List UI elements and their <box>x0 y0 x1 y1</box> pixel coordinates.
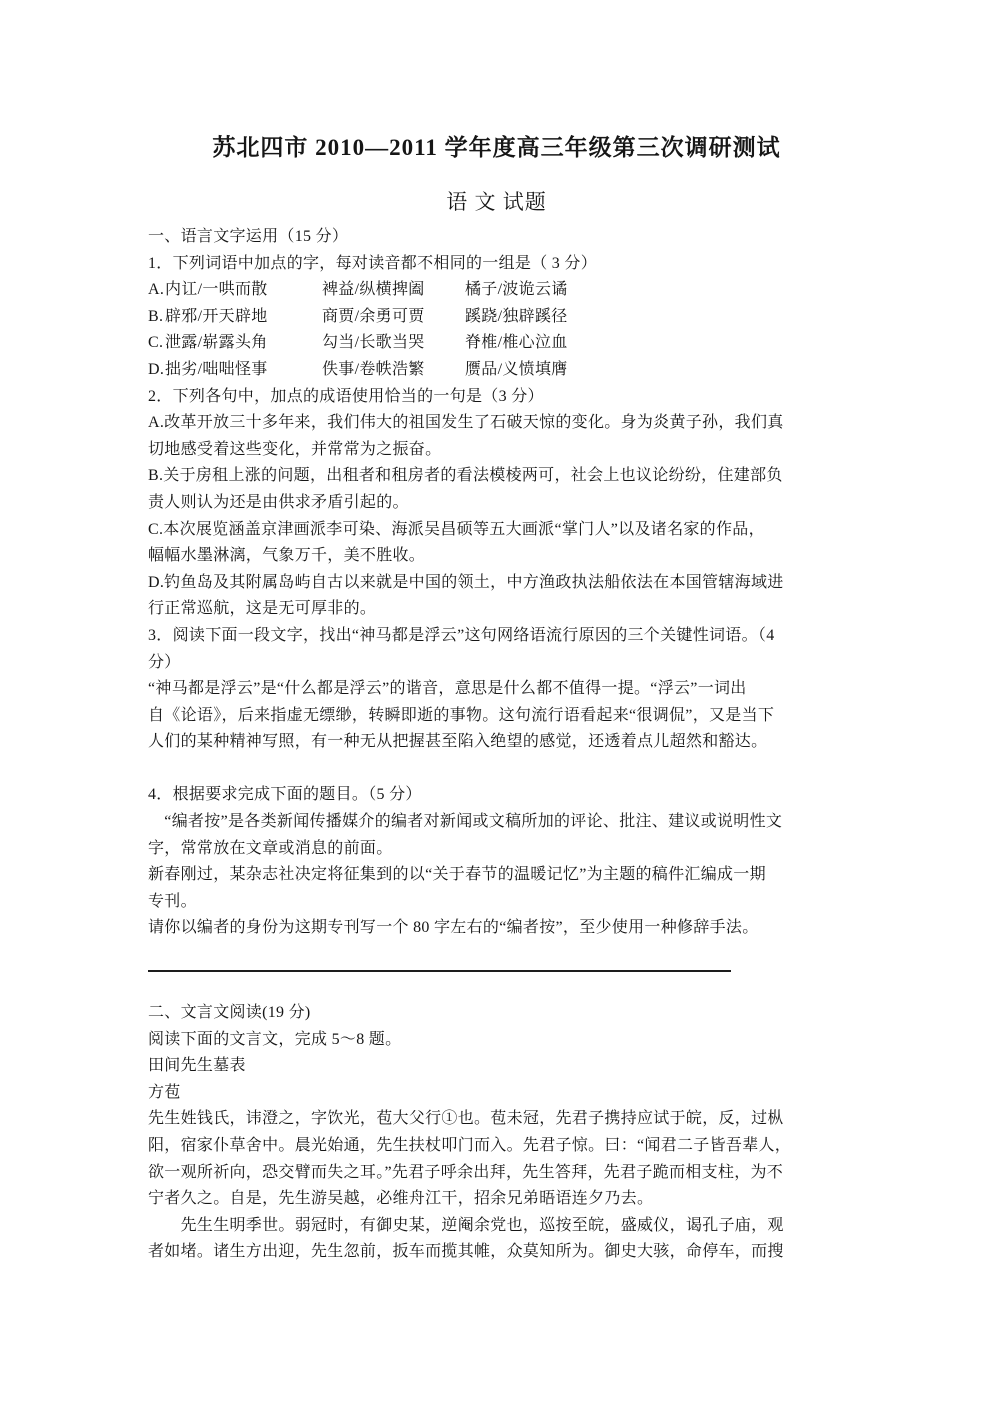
section2-intro: 阅读下面的文言文，完成 5～8 题。 <box>148 1030 402 1048</box>
q1-option-b <box>148 304 862 331</box>
q2-text-line: 责人则认为还是由供求矛盾引起的。 <box>148 493 409 511</box>
q2-stem: 2．下列各句中，加点的成语使用恰当的一句是（3 分） <box>148 387 544 405</box>
essay-author: 方苞 <box>148 1083 181 1101</box>
essay-para2-line: 先生生明季世。弱冠时，有御史某，逆阉余党也，巡按至皖，盛威仪，谒孔子庙，观 <box>148 1216 784 1234</box>
q3-stem-line: 3．阅读下面一段文字，找出“神马都是浮云”这句网络语流行原因的三个关键性词语。（4 <box>148 626 775 644</box>
q4-text-line: 字，常常放在文章或消息的前面。 <box>148 839 393 857</box>
option-pair: 脊椎/椎心泣血 <box>465 334 568 352</box>
q3-passage-line: 人们的某种精神写照，有一种无从把握甚至陷入绝望的感觉，还透着点儿超然和豁达。 <box>148 733 768 751</box>
option-label: B. <box>148 307 164 325</box>
q1-option-c <box>148 330 862 357</box>
q1-stem: 1．下列词语中加点的字，每对读音都不相同的一组是（ 3 分） <box>148 254 598 272</box>
option-pair: 辟邪/开天辟地 <box>165 307 268 325</box>
option-pair: 佚事/卷帙浩繁 <box>322 360 425 378</box>
q1-option-a <box>148 277 862 304</box>
essay-para2-line: 者如堵。诸生方出迎，先生忽前，扳车而揽其帷，众莫知所为。御史大骇，命停车，而搜 <box>148 1243 784 1261</box>
q4-text-line: 专刊。 <box>148 892 197 910</box>
essay-title: 田间先生墓表 <box>148 1057 246 1075</box>
essay-para1-line: 欲一观所祈向，恐交臂而失之耳。”先君子呼余出拜，先生答拜，先君子跪而相支柱，为不 <box>148 1163 784 1181</box>
q4-text-line: 新春刚过，某杂志社决定将征集到的以“关于春节的温暖记忆”为主题的稿件汇编成一期 <box>148 866 766 884</box>
essay-para1-line: 阳，宿家仆草舍中。晨光始通，先生扶杖叩门而入。先君子惊。曰：“闻君二子皆吾辈人， <box>148 1137 792 1154</box>
blank-line <box>148 756 862 783</box>
q3-passage-line: “神马都是浮云”是“什么都是浮云”的谐音，意思是什么都不值得一提。“浮云”一词出 <box>148 680 747 698</box>
q4-text-line: 请你以编者的身份为这期专刊写一个 80 字左右的“编者按”，至少使用一种修辞手法。 <box>148 919 759 937</box>
q2-text-line: 切地感受着这些变化，并常常为之振奋。 <box>148 440 442 458</box>
essay-para1-line: 宁者久之。自是，先生游吴越，必维舟江干，招余兄弟晤语连夕乃去。 <box>148 1190 654 1208</box>
option-pair: 裨益/纵横捭阖 <box>322 281 425 299</box>
option-pair: 拙劣/咄咄怪事 <box>165 360 268 378</box>
option-label: A. <box>148 281 165 299</box>
doc-body <box>148 224 862 1266</box>
option-pair: 赝品/义愤填膺 <box>465 360 568 378</box>
option-pair: 商贾/余勇可贾 <box>322 307 425 325</box>
q4-stem: 4．根据要求完成下面的题目。（5 分） <box>148 786 422 804</box>
q2-text-line: 行正常巡航，这是无可厚非的。 <box>148 600 377 618</box>
q3-passage-line: 自《论语》，后来指虚无缥缈，转瞬即逝的事物。这句流行语看起来“很调侃”，又是当下 <box>148 706 775 724</box>
option-pair: 蹊跷/独辟蹊径 <box>465 307 568 325</box>
q2-text-line: B.关于房租上涨的问题，出租者和租房者的看法模棱两可，社会上也议论纷纷，住建部负 <box>148 467 783 485</box>
essay-para1-line: 先生姓钱氏，讳澄之，字饮光，苞大父行①也。苞未冠，先君子携持应试于皖，反，过枞 <box>148 1110 784 1128</box>
section1-heading: 一、语言文字运用（15 分） <box>148 228 349 245</box>
option-label: D. <box>148 360 165 378</box>
q2-text-line: A.改革开放三十多年来，我们伟大的祖国发生了石破天惊的变化。身为炎黄子孙，我们真 <box>148 414 784 432</box>
q2-text-line: D.钓鱼岛及其附属岛屿自古以来就是中国的领土，中方渔政执法船依法在本国管辖海域进 <box>148 573 784 591</box>
option-pair: 橘子/波诡云谲 <box>465 281 568 299</box>
option-pair: 勾当/长歌当哭 <box>322 334 425 352</box>
doc-subtitle: 语 文 试题 <box>446 190 547 214</box>
q4-text-line: “编者按”是各类新闻传播媒介的编者对新闻或文稿所加的评论、批注、建议或说明性文 <box>148 813 783 831</box>
doc-title: 苏北四市 2010—2011 学年度高三年级第三次调研测试 <box>212 135 781 160</box>
q1-option-d <box>148 357 862 384</box>
option-pair: 内讧/一哄而散 <box>165 281 268 299</box>
q2-text-line: 幅幅水墨淋漓，气象万千，美不胜收。 <box>148 547 426 565</box>
section-divider <box>148 970 731 972</box>
option-label: C. <box>148 334 164 352</box>
section2-heading: 二、文言文阅读(19 分) <box>148 1004 311 1022</box>
q2-text-line: C.本次展览涵盖京津画派李可染、海派吴昌硕等五大画派“掌门人”以及诸名家的作品， <box>148 520 765 538</box>
q3-stem-line: 分） <box>148 653 181 671</box>
option-pair: 泄露/崭露头角 <box>165 334 268 352</box>
